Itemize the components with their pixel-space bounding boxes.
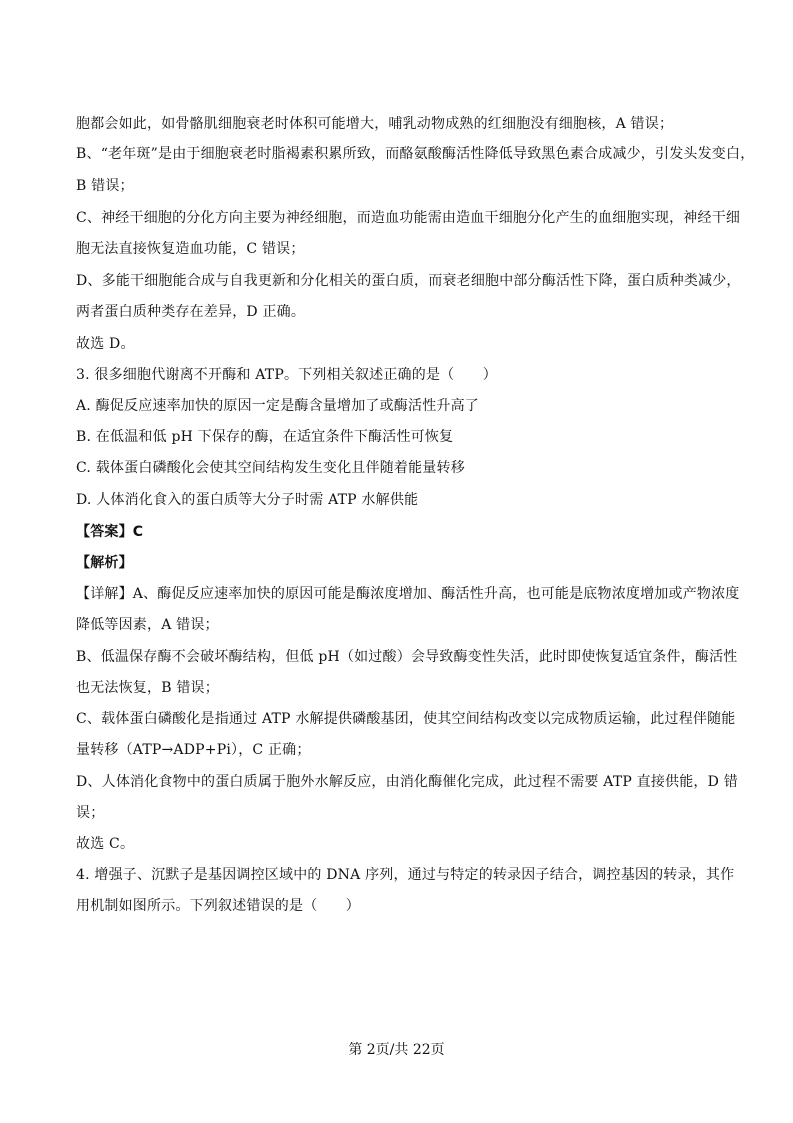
question-stem: 3. 很多细胞代谢离不开酶和 ATP。下列相关叙述正确的是（ ） <box>76 367 497 383</box>
option-a: A. 酶促反应速率加快的原因一定是酶含量增加了或酶活性升高了 <box>76 398 480 414</box>
text-line: B、“老年斑”是由于细胞衰老时脂褐素积累所致，而酪氨酸酶活性降低导致黑色素合成减少，引发头发变白， <box>76 146 755 162</box>
text-line: D、人体消化食物中的蛋白质属于胞外水解反应，由消化酶催化完成，此过程不需要 ATP 直接供能，D 错 <box>76 774 738 790</box>
text-line: 降低等因素，A 错误； <box>76 617 219 633</box>
text-line: B、低温保存酶不会破坏酶结构，但低 pH（如过酸）会导致酶变性失活，此时即使恢复适宜条件，酶活性 <box>76 649 738 665</box>
text-line: 误； <box>76 805 105 821</box>
analysis-label: 【解析】 <box>76 555 133 571</box>
page-footer: 第 2页/共 22页 <box>348 1042 445 1058</box>
text-line: 胞无法直接恢复造血功能，C 错误； <box>76 241 305 257</box>
option-c: C. 载体蛋白磷酸化会使其空间结构发生变化且伴随着能量转移 <box>76 460 465 476</box>
option-d: D. 人体消化食入的蛋白质等大分子时需 ATP 水解供能 <box>76 492 419 508</box>
text-line: C、载体蛋白磷酸化是指通过 ATP 水解提供磷酸基团，使其空间结构改变以完成物质运输，此过程伴随能 <box>76 711 736 727</box>
text-line: C、神经干细胞的分化方向主要为神经细胞，而造血功能需由造血干细胞分化产生的血细胞实现，神经干细 <box>76 210 741 226</box>
text-line: 故选 D。 <box>76 336 135 352</box>
question-stem: 4. 增强子、沉默子是基因调控区域中的 DNA 序列，通过与特定的转录因子结合，调控基因的转录，其作 <box>76 867 735 883</box>
text-line: D、多能干细胞能合成与自我更新和分化相关的蛋白质，而衰老细胞中部分酶活性下降，蛋白质种类减少， <box>76 273 741 289</box>
text-line: B 错误； <box>76 178 134 194</box>
explanation-line: 【详解】A、酶促反应速率加快的原因可能是酶浓度增加、酶活性升高，也可能是底物浓度增加或产物浓度 <box>76 586 740 602</box>
text-line: 也无法恢复，B 错误； <box>76 680 219 696</box>
answer-label: 【答案】C <box>76 524 144 540</box>
text-line: 故选 C。 <box>76 836 135 852</box>
text-line: 胞都会如此，如骨骼肌细胞衰老时体积可能增大，哺乳动物成熟的红细胞没有细胞核，A 错误； <box>76 116 674 132</box>
option-b: B. 在低温和低 pH 下保存的酶，在适宜条件下酶活性可恢复 <box>76 429 454 445</box>
text-line: 两者蛋白质种类存在差异，D 正确。 <box>76 304 306 320</box>
text-line: 用机制如图所示。下列叙述错误的是（ ） <box>76 898 360 914</box>
text-line: 量转移（ATP→ADP+Pi），C 正确； <box>76 742 311 758</box>
